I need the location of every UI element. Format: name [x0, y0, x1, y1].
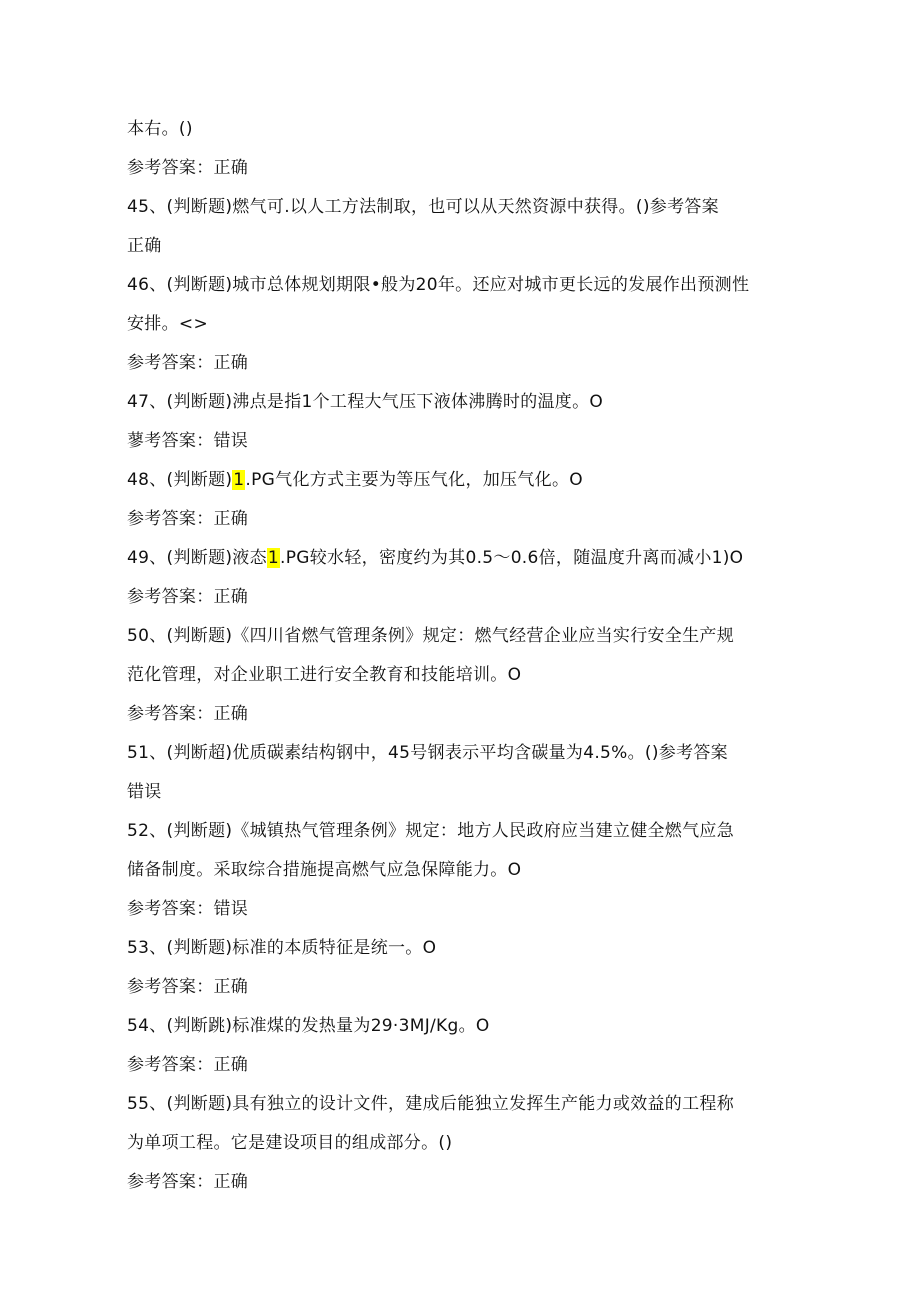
question-47-line: 47、(判断题)沸点是指1个工程大气压下液体沸腾时的温度。O [127, 392, 604, 412]
question-51-line: 51、(判断超)优质碳素结构钢中，45号钢表示平均含碳量为4.5%。()参考答案 [127, 743, 728, 763]
question-54-line: 54、(判断跳)标准煤的发热量为29·3MJ∕Kg。O [127, 1016, 490, 1036]
question-49-rest: .PG较水轻，密度约为其0.5～0.6倍，随温度升离而减小1)O [280, 548, 744, 568]
question-48-line [127, 468, 807, 492]
answer-line: 参考答案：正确 [127, 1172, 249, 1192]
answer-line: 参考答案：正确 [127, 1055, 249, 1075]
answer-line: 蓼考答案：错误 [127, 431, 249, 451]
answer-line: 参考答案：正确 [127, 509, 249, 529]
highlight-mark: 1 [267, 548, 280, 568]
text-line: 储备制度。采取综合措施提高燃气应急保障能力。O [127, 860, 522, 880]
highlight-mark: 1 [233, 470, 245, 490]
answer-line: 参考答案：正确 [127, 977, 249, 997]
question-48-rest: .PG气化方式主要为等压气化，加压气化。O [245, 470, 583, 490]
text-line: 范化管理，对企业职工进行安全教育和技能培训。O [127, 665, 522, 685]
answer-line: 参考答案：正确 [127, 587, 249, 607]
question-46-line: 46、(判断题)城市总体规划期限•般为20年。还应对城市更长远的发展作出预测性 [127, 275, 750, 295]
answer-line: 参考答案：错误 [127, 899, 249, 919]
question-49-prefix: 49、(判断题)液态 [127, 548, 267, 568]
answer-line: 参考答案：正确 [127, 353, 249, 373]
answer-line: 错误 [127, 782, 162, 802]
answer-line: 参考答案：正确 [127, 704, 249, 724]
question-48-prefix: 48、(判断题) [127, 470, 233, 490]
text-line: 本右。() [127, 119, 193, 139]
text-line: 为单项工程。它是建设项目的组成部分。() [127, 1133, 453, 1153]
question-53-line: 53、(判断题)标准的本质特征是统一。O [127, 938, 437, 958]
answer-line: 参考答案：正确 [127, 158, 249, 178]
question-52-line: 52、(判断题)《城镇热气管理条例》规定：地方人民政府应当建立健全燃气应急 [127, 821, 734, 841]
question-45-line: 45、(判断题)燃气可.以人工方法制取，也可以从天然资源中获得。()参考答案 [127, 197, 719, 217]
question-49-line [127, 546, 807, 570]
question-55-line: 55、(判断题)具有独立的设计文件，建成后能独立发挥生产能力或效益的工程称 [127, 1094, 734, 1114]
answer-line: 正确 [127, 236, 162, 256]
text-line: 安排。<> [127, 314, 208, 334]
question-50-line: 50、(判断题)《四川省燃气管理条例》规定：燃气经营企业应当实行安全生产规 [127, 626, 734, 646]
